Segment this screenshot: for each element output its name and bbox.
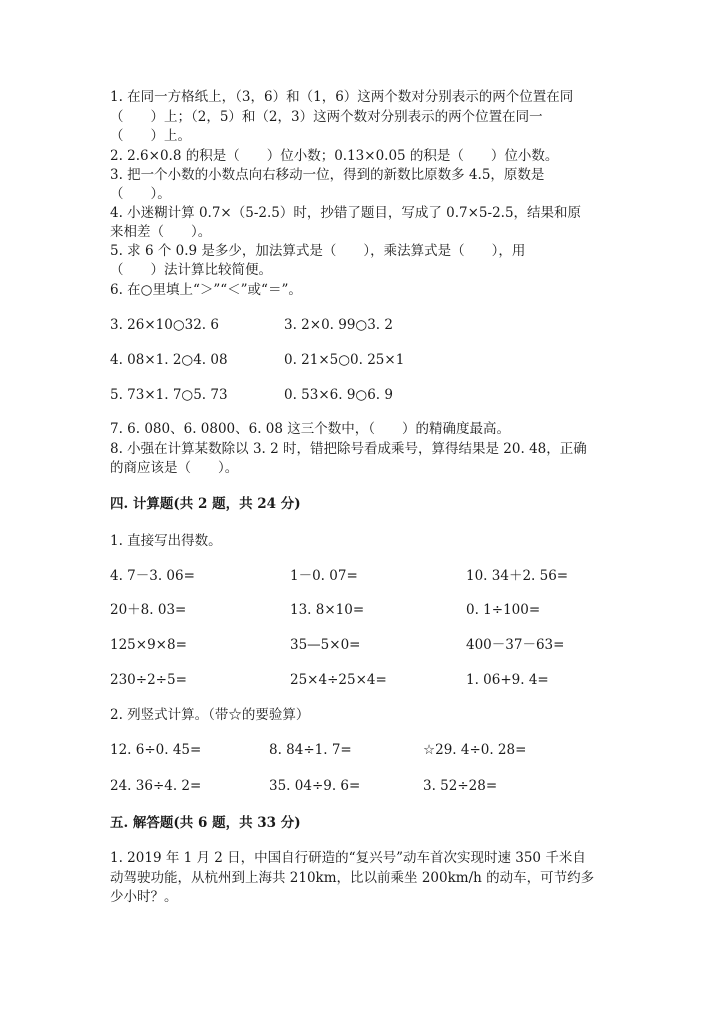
section-5-heading: 五. 解答题(共 6 题，共 33 分) bbox=[110, 815, 301, 831]
question-8-line-1: 8. 小强在计算某数除以 3. 2 时，错把除号看成乘号，算得结果是 20. 48，正确 bbox=[110, 441, 587, 457]
question-5-line-2: （ ）法计算比较简便。 bbox=[110, 262, 272, 278]
compare-item: 3. 26×10○32. 6 bbox=[110, 317, 219, 333]
calc-item: 20＋8. 03= bbox=[110, 602, 187, 618]
calc-item: 1. 06+9. 4= bbox=[466, 672, 549, 688]
vertical-calc-item: 35. 04÷9. 6= bbox=[269, 778, 361, 794]
vertical-calc-item: 12. 6÷0. 45= bbox=[110, 742, 202, 758]
calc-item: 0. 1÷100= bbox=[466, 602, 541, 618]
calc-item: 4. 7－3. 06= bbox=[110, 568, 195, 584]
compare-item: 0. 53×6. 9○6. 9 bbox=[284, 387, 393, 403]
question-1-line-3: （ ）上。 bbox=[110, 128, 191, 144]
vertical-calc-item: 3. 52÷28= bbox=[423, 778, 498, 794]
section-5-q1-line-2: 动驾驶功能，从杭州到上海共 210km，比以前乘坐 200km/h 的动车，可节约多 bbox=[110, 870, 595, 886]
question-6: 6. 在○里填上“＞”“＜”或“＝”。 bbox=[110, 282, 302, 298]
question-8-line-2: 的商应该是（ ）。 bbox=[110, 460, 239, 476]
question-4-line-2: 来相差（ ）。 bbox=[110, 224, 212, 240]
question-1-line-2: （ ）上；（2，5）和（2，3）这两个数对分别表示的两个位置在同一 bbox=[110, 109, 543, 125]
question-4-line-1: 4. 小迷糊计算 0.7×（5-2.5）时，抄错了题目，写成了 0.7×5-2.5，结果和原 bbox=[110, 205, 582, 221]
calc-item: 230÷2÷5= bbox=[110, 672, 187, 688]
question-5-line-1: 5. 求 6 个 0.9 是多少，加法算式是（ ），乘法算式是（ ），用 bbox=[110, 243, 526, 259]
vertical-calc-item: 8. 84÷1. 7= bbox=[269, 742, 352, 758]
section-4-q2-label: 2. 列竖式计算。（带☆的要验算） bbox=[110, 707, 310, 723]
calc-item: 25×4÷25×4= bbox=[290, 672, 387, 688]
vertical-calc-item: 24. 36÷4. 2= bbox=[110, 778, 202, 794]
compare-item: 3. 2×0. 99○3. 2 bbox=[284, 317, 393, 333]
calc-item: 10. 34＋2. 56= bbox=[466, 568, 569, 584]
calc-item: 35—5×0= bbox=[290, 637, 361, 653]
section-4-q1-label: 1. 直接写出得数。 bbox=[110, 533, 222, 549]
calc-item: 400－37－63= bbox=[466, 637, 565, 653]
question-1-line-1: 1. 在同一方格纸上，（3，6）和（1，6）这两个数对分别表示的两个位置在同 bbox=[110, 89, 574, 105]
question-3-line-2: （ ）。 bbox=[110, 186, 171, 202]
question-7: 7. 6. 080、6. 0800、6. 08 这三个数中，（ ）的精确度最高。 bbox=[110, 421, 511, 437]
question-3-line-1: 3. 把一个小数的小数点向右移动一位，得到的新数比原数多 4.5，原数是 bbox=[110, 167, 545, 183]
compare-item: 4. 08×1. 2○4. 08 bbox=[110, 352, 228, 368]
section-5-q1-line-3: 少小时？。 bbox=[110, 889, 178, 905]
compare-item: 5. 73×1. 7○5. 73 bbox=[110, 387, 228, 403]
vertical-calc-item: ☆29. 4÷0. 28= bbox=[423, 742, 527, 758]
question-2: 2. 2.6×0.8 的积是（ ）位小数；0.13×0.05 的积是（ ）位小数。 bbox=[110, 148, 559, 164]
calc-item: 125×9×8= bbox=[110, 637, 187, 653]
calc-item: 1－0. 07= bbox=[290, 568, 358, 584]
section-4-heading: 四. 计算题(共 2 题，共 24 分) bbox=[110, 496, 301, 512]
compare-item: 0. 21×5○0. 25×1 bbox=[284, 352, 405, 368]
section-5-q1-line-1: 1. 2019 年 1 月 2 日，中国自行研造的“复兴号”动车首次实现时速 350 千米自 bbox=[110, 850, 586, 866]
calc-item: 13. 8×10= bbox=[290, 602, 365, 618]
